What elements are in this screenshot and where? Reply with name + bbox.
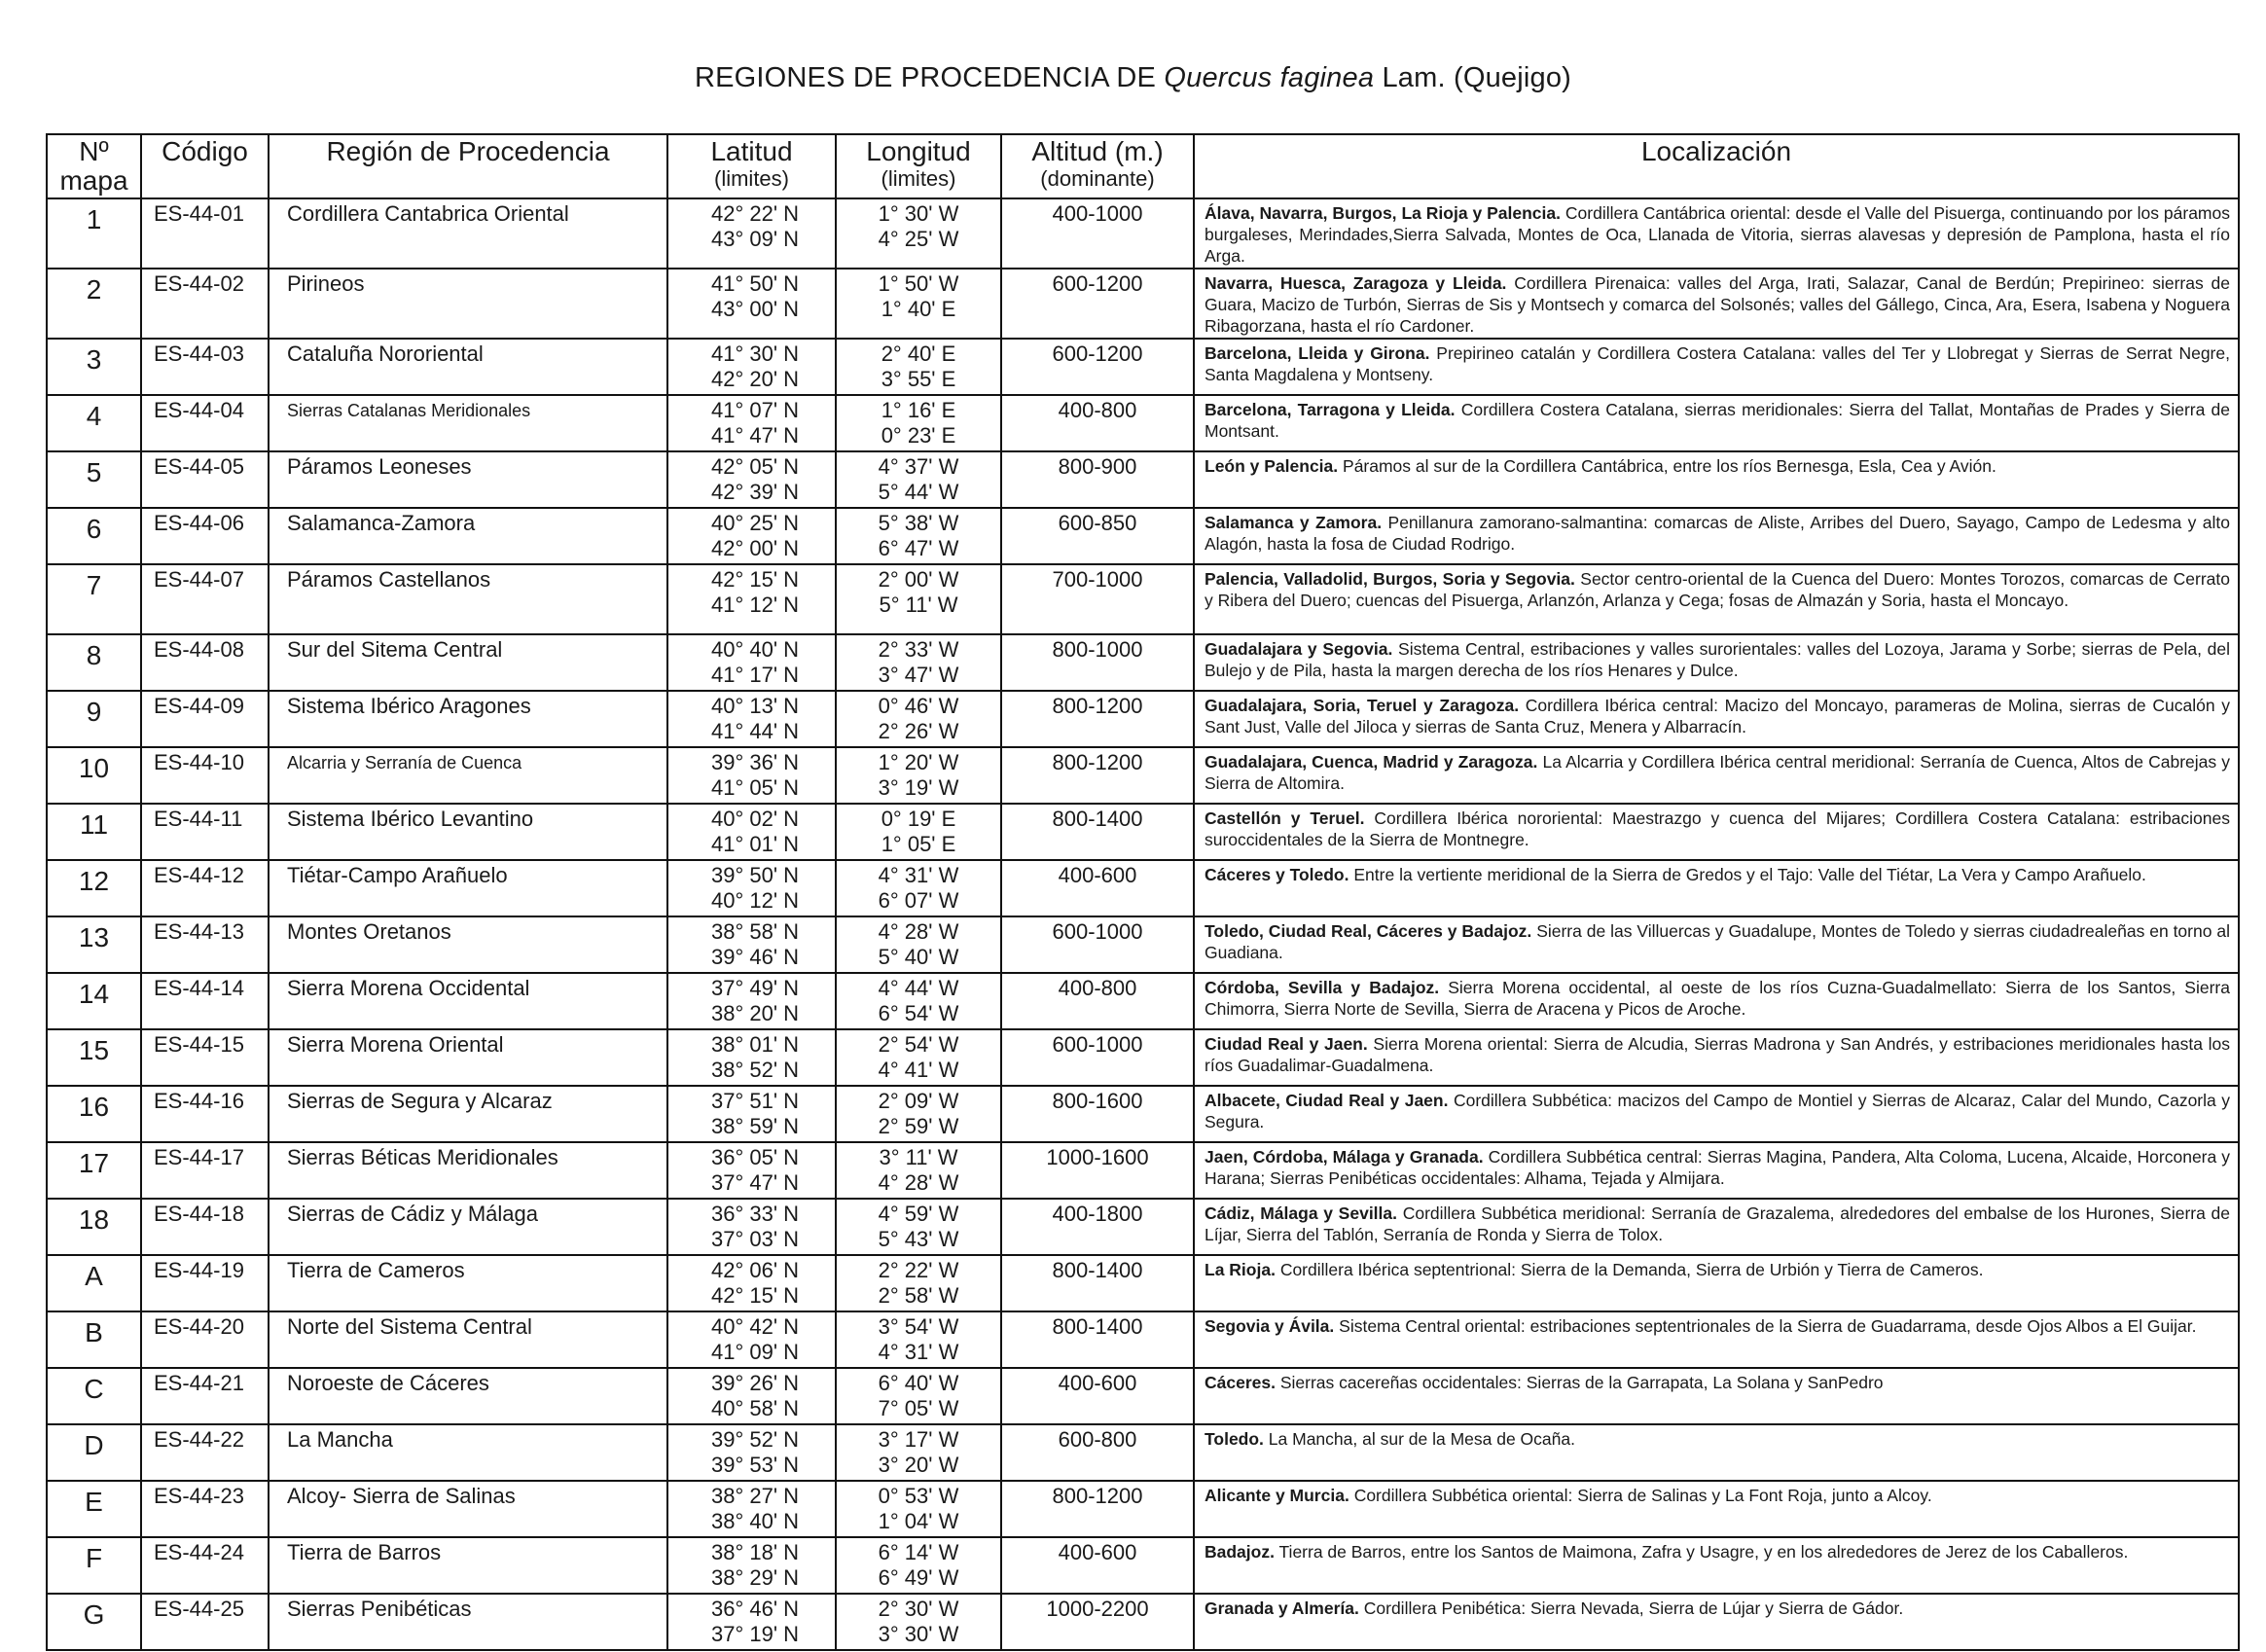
map-number: G: [47, 1594, 141, 1650]
provinces: Navarra, Huesca, Zaragoza y Lleida.: [1205, 273, 1507, 293]
table-row: [47, 198, 2239, 269]
location-text: Sierra de las Villuercas y Guadalupe, Montes de Toledo y sierras ciudadrealeñas en torno al Guadiana.: [1205, 921, 2230, 962]
latitude-limits: 37° 49' N 38° 20' N: [667, 973, 836, 1029]
map-number: 10: [47, 747, 141, 804]
header-location: Localización: [1194, 134, 2239, 198]
latitude-limits: 38° 18' N 38° 29' N: [667, 1537, 836, 1594]
map-number: C: [47, 1368, 141, 1424]
region-code: ES-44-09: [141, 691, 269, 747]
region-code: ES-44-21: [141, 1368, 269, 1424]
altitude-range: 600-1000: [1001, 1029, 1194, 1086]
map-number: 7: [47, 564, 141, 634]
header-altitude: Altitud (m.) (dominante): [1001, 134, 1194, 198]
altitude-range: 400-1800: [1001, 1199, 1194, 1255]
altitude-range: 1000-1600: [1001, 1142, 1194, 1199]
provinces: Cádiz, Málaga y Sevilla.: [1205, 1203, 1397, 1223]
altitude-range: 800-1000: [1001, 634, 1194, 691]
location-description: [1194, 804, 2239, 860]
map-number: 6: [47, 508, 141, 564]
provinces: Guadalajara, Cuenca, Madrid y Zaragoza.: [1205, 752, 1538, 772]
latitude-limits: 39° 26' N 40° 58' N: [667, 1368, 836, 1424]
latitude-limits: 41° 30' N 42° 20' N: [667, 339, 836, 395]
altitude-range: 600-1200: [1001, 269, 1194, 339]
location-text: Cordillera Subbética oriental: Sierra de Salinas y La Font Roja, junto a Alcoy.: [1353, 1486, 1932, 1505]
table-row: [47, 1086, 2239, 1142]
altitude-range: 400-600: [1001, 860, 1194, 916]
altitude-range: 600-850: [1001, 508, 1194, 564]
longitude-limits: 5° 38' W 6° 47' W: [836, 508, 1001, 564]
location-description: [1194, 198, 2239, 269]
provinces: Guadalajara, Soria, Teruel y Zaragoza.: [1205, 696, 1520, 715]
latitude-limits: 39° 50' N 40° 12' N: [667, 860, 836, 916]
location-text: Cordillera Ibérica central: Macizo del Moncayo, parameras de Molina, sierras de Cucalón y Sant Just, Valle del Jiloca y sierras de Santa Cruz, Menera y Albarracín.: [1205, 696, 2230, 736]
region-code: ES-44-12: [141, 860, 269, 916]
longitude-limits: 0° 46' W 2° 26' W: [836, 691, 1001, 747]
region-name: Montes Oretanos: [269, 916, 667, 973]
location-description: [1194, 1255, 2239, 1311]
latitude-limits: 40° 13' N 41° 44' N: [667, 691, 836, 747]
location-description: [1194, 1086, 2239, 1142]
map-number: E: [47, 1481, 141, 1537]
provinces: Ciudad Real y Jaen.: [1205, 1034, 1368, 1054]
provinces: Barcelona, Lleida y Girona.: [1205, 343, 1430, 363]
provinces: Cáceres y Toledo.: [1205, 865, 1349, 884]
location-text: Cordillera Subbética: macizos del Campo de Montiel y Sierras de Alcaraz, Calar del Mundo, Cazorla y Segura.: [1205, 1091, 2230, 1131]
map-number: D: [47, 1424, 141, 1481]
location-text: Sierra Morena occidental, al oeste de los ríos Cuzna-Guadalmellato: Sierra de los Santos, Sierra Chimorra, Sierra Norte de Sevilla, Sierra de Aracena y Picos de Aroche.: [1205, 978, 2230, 1019]
region-name: La Mancha: [269, 1424, 667, 1481]
region-name: Sierras Catalanas Meridionales: [269, 395, 667, 451]
region-code: ES-44-04: [141, 395, 269, 451]
latitude-limits: 42° 15' N 41° 12' N: [667, 564, 836, 634]
region-code: ES-44-06: [141, 508, 269, 564]
map-number: 2: [47, 269, 141, 339]
location-description: [1194, 747, 2239, 804]
longitude-limits: 1° 20' W 3° 19' W: [836, 747, 1001, 804]
header-latitude: Latitud (limites): [667, 134, 836, 198]
table-row: [47, 564, 2239, 634]
region-code: ES-44-24: [141, 1537, 269, 1594]
altitude-range: 400-800: [1001, 395, 1194, 451]
provinces: Badajoz.: [1205, 1542, 1275, 1562]
longitude-limits: 2° 40' E 3° 55' E: [836, 339, 1001, 395]
longitude-limits: 0° 53' W 1° 04' W: [836, 1481, 1001, 1537]
location-description: [1194, 860, 2239, 916]
latitude-limits: 36° 46' N 37° 19' N: [667, 1594, 836, 1650]
location-text: La Alcarria y Cordillera Ibérica central meridional: Serranía de Cuenca, Altos de Cabrejas y Sierra de Altomira.: [1205, 752, 2230, 793]
location-description: [1194, 1142, 2239, 1199]
location-text: Cordillera Costera Catalana, sierras meridionales: Sierra del Tallat, Montañas de Prades y Sierra de Montsant.: [1205, 400, 2230, 441]
map-number: 16: [47, 1086, 141, 1142]
altitude-range: 800-1600: [1001, 1086, 1194, 1142]
location-description: [1194, 1424, 2239, 1481]
header-code: Código: [141, 134, 269, 198]
location-description: [1194, 564, 2239, 634]
map-number: 13: [47, 916, 141, 973]
region-code: ES-44-16: [141, 1086, 269, 1142]
map-number: A: [47, 1255, 141, 1311]
region-name: Salamanca-Zamora: [269, 508, 667, 564]
table-row: [47, 1537, 2239, 1594]
region-name: Norte del Sistema Central: [269, 1311, 667, 1368]
location-description: [1194, 1594, 2239, 1650]
provinces: Salamanca y Zamora.: [1205, 513, 1383, 532]
provinces: Álava, Navarra, Burgos, La Rioja y Palencia.: [1205, 203, 1561, 223]
region-code: ES-44-17: [141, 1142, 269, 1199]
altitude-range: 800-1200: [1001, 1481, 1194, 1537]
table-row: [47, 1594, 2239, 1650]
region-name: Alcoy- Sierra de Salinas: [269, 1481, 667, 1537]
location-text: Tierra de Barros, entre los Santos de Maimona, Zafra y Usagre, y en los alrededores de Jerez de los Caballeros.: [1278, 1542, 2129, 1562]
latitude-limits: 42° 22' N 43° 09' N: [667, 198, 836, 269]
region-code: ES-44-08: [141, 634, 269, 691]
table-row: [47, 916, 2239, 973]
title-suffix: Lam. (Quejigo): [1382, 62, 1572, 93]
longitude-limits: 1° 16' E 0° 23' E: [836, 395, 1001, 451]
longitude-limits: 4° 31' W 6° 07' W: [836, 860, 1001, 916]
location-description: [1194, 339, 2239, 395]
location-description: [1194, 1029, 2239, 1086]
title-prefix: REGIONES DE PROCEDENCIA DE: [694, 62, 1157, 93]
provinces: Jaen, Córdoba, Málaga y Granada.: [1205, 1147, 1484, 1167]
latitude-limits: 39° 36' N 41° 05' N: [667, 747, 836, 804]
provinces: Granada y Almería.: [1205, 1598, 1359, 1618]
location-description: [1194, 634, 2239, 691]
region-code: ES-44-02: [141, 269, 269, 339]
title-species: Quercus faginea: [1164, 62, 1375, 93]
latitude-limits: 36° 33' N 37° 03' N: [667, 1199, 836, 1255]
region-name: Sierra Morena Oriental: [269, 1029, 667, 1086]
table-row: [47, 804, 2239, 860]
latitude-limits: 40° 02' N 41° 01' N: [667, 804, 836, 860]
location-text: Cordillera Subbética central: Sierras Magina, Pandera, Alta Coloma, Lucena, Alcaide, Horconera y Harana; Sierras Penibéticas occidentales: Alhama, Tejada y Almijara.: [1205, 1147, 2231, 1188]
table-row: [47, 1481, 2239, 1537]
region-name: Cordillera Cantabrica Oriental: [269, 198, 667, 269]
map-number: 17: [47, 1142, 141, 1199]
map-number: 11: [47, 804, 141, 860]
location-text: Sistema Central oriental: estribaciones septentrionales de la Sierra de Guadarrama, desde Ojos Albos a El Guijar.: [1339, 1316, 2197, 1336]
latitude-limits: 42° 05' N 42° 39' N: [667, 451, 836, 508]
location-description: [1194, 1199, 2239, 1255]
latitude-limits: 36° 05' N 37° 47' N: [667, 1142, 836, 1199]
region-name: Cataluña Nororiental: [269, 339, 667, 395]
region-code: ES-44-03: [141, 339, 269, 395]
location-description: [1194, 691, 2239, 747]
latitude-limits: 38° 27' N 38° 40' N: [667, 1481, 836, 1537]
location-text: Entre la vertiente meridional de la Sierra de Gredos y el Tajo: Valle del Tiétar, La Vera y Campo Arañuelo.: [1353, 865, 2146, 884]
location-description: [1194, 1481, 2239, 1537]
region-name: Páramos Leoneses: [269, 451, 667, 508]
map-number: 18: [47, 1199, 141, 1255]
longitude-limits: 2° 54' W 4° 41' W: [836, 1029, 1001, 1086]
table-row: [47, 451, 2239, 508]
table-header-row: [47, 134, 2239, 198]
latitude-limits: 40° 40' N 41° 17' N: [667, 634, 836, 691]
location-description: [1194, 1311, 2239, 1368]
location-text: Páramos al sur de la Cordillera Cantábrica, entre los ríos Bernesga, Esla, Cea y Avión.: [1343, 456, 1996, 476]
location-description: [1194, 451, 2239, 508]
map-number: B: [47, 1311, 141, 1368]
region-code: ES-44-11: [141, 804, 269, 860]
region-code: ES-44-25: [141, 1594, 269, 1650]
location-description: [1194, 973, 2239, 1029]
table-row: [47, 747, 2239, 804]
page-title: [0, 62, 2266, 94]
altitude-range: 400-1000: [1001, 198, 1194, 269]
region-name: Sistema Ibérico Aragones: [269, 691, 667, 747]
provinces: Alicante y Murcia.: [1205, 1486, 1349, 1505]
region-name: Tiétar-Campo Arañuelo: [269, 860, 667, 916]
provinces: Guadalajara y Segovia.: [1205, 639, 1393, 659]
map-number: 14: [47, 973, 141, 1029]
longitude-limits: 2° 09' W 2° 59' W: [836, 1086, 1001, 1142]
location-description: [1194, 269, 2239, 339]
altitude-range: 600-1200: [1001, 339, 1194, 395]
provinces: León y Palencia.: [1205, 456, 1339, 476]
latitude-limits: 41° 50' N 43° 00' N: [667, 269, 836, 339]
table-row: [47, 1311, 2239, 1368]
location-text: Cordillera Ibérica nororiental: Maestrazgo y cuenca del Mijares; Cordillera Costera Catalana: estribaciones suroccidentales de la Sierra de Montnegre.: [1205, 808, 2230, 849]
table-body: [47, 198, 2239, 1650]
provinces: Barcelona, Tarragona y Lleida.: [1205, 400, 1456, 419]
provinces: Palencia, Valladolid, Burgos, Soria y Segovia.: [1205, 569, 1575, 589]
location-description: [1194, 1368, 2239, 1424]
region-name: Páramos Castellanos: [269, 564, 667, 634]
location-text: Sistema Central, estribaciones y valles surorientales: valles del Lozoya, Jarama y Sorbe; sierras de Pela, del Bulejo y de Pila, hasta la margen derecha de los ríos Henares y Dulce.: [1205, 639, 2231, 680]
longitude-limits: 2° 30' W 3° 30' W: [836, 1594, 1001, 1650]
longitude-limits: 6° 40' W 7° 05' W: [836, 1368, 1001, 1424]
latitude-limits: 38° 01' N 38° 52' N: [667, 1029, 836, 1086]
location-text: Sierra Morena oriental: Sierra de Alcudia, Sierras Madrona y San Andrés, y estribaciones meridionales hasta los ríos Guadalimar-Guadalmena.: [1205, 1034, 2230, 1075]
region-name: Sur del Sitema Central: [269, 634, 667, 691]
header-longitude: Longitud (limites): [836, 134, 1001, 198]
latitude-limits: 39° 52' N 39° 53' N: [667, 1424, 836, 1481]
region-code: ES-44-01: [141, 198, 269, 269]
region-name: Sierras de Segura y Alcaraz: [269, 1086, 667, 1142]
location-text: Penillanura zamorano-salmantina: comarcas de Aliste, Arribes del Duero, Sayago, Campo de Ledesma y alto Alagón, hasta la fosa de Ciudad Rodrigo.: [1205, 513, 2230, 554]
region-code: ES-44-10: [141, 747, 269, 804]
altitude-range: 800-1400: [1001, 1255, 1194, 1311]
map-number: 8: [47, 634, 141, 691]
region-code: ES-44-13: [141, 916, 269, 973]
latitude-limits: 42° 06' N 42° 15' N: [667, 1255, 836, 1311]
region-code: ES-44-22: [141, 1424, 269, 1481]
table-row: [47, 395, 2239, 451]
map-number: 15: [47, 1029, 141, 1086]
map-number: 3: [47, 339, 141, 395]
region-name: Tierra de Barros: [269, 1537, 667, 1594]
altitude-range: 800-1200: [1001, 747, 1194, 804]
altitude-range: 800-1400: [1001, 804, 1194, 860]
longitude-limits: 6° 14' W 6° 49' W: [836, 1537, 1001, 1594]
table-row: [47, 1199, 2239, 1255]
map-number: F: [47, 1537, 141, 1594]
longitude-limits: 1° 30' W 4° 25' W: [836, 198, 1001, 269]
longitude-limits: 4° 44' W 6° 54' W: [836, 973, 1001, 1029]
altitude-range: 700-1000: [1001, 564, 1194, 634]
region-code: ES-44-14: [141, 973, 269, 1029]
location-description: [1194, 916, 2239, 973]
altitude-range: 800-1200: [1001, 691, 1194, 747]
map-number: 9: [47, 691, 141, 747]
region-code: ES-44-15: [141, 1029, 269, 1086]
altitude-range: 400-600: [1001, 1368, 1194, 1424]
location-text: Cordillera Pirenaica: valles del Arga, Irati, Salazar, Canal de Berdún; Prepirineo: sierras de Guara, Macizo de Turbón, Sierras de Sis y Montsech y comarca del Solsonés; valles del Gállego, Cinca, Ara, Esera, Isabena y Noguera Ribagorzana, hasta el río Cardoner.: [1205, 273, 2230, 336]
altitude-range: 400-600: [1001, 1537, 1194, 1594]
region-code: ES-44-19: [141, 1255, 269, 1311]
table-row: [47, 1142, 2239, 1199]
location-text: Sector centro-oriental de la Cuenca del Duero: Montes Torozos, comarcas de Cerrato y Ribera del Duero; cuencas del Pisuerga, Arlanzón, Arlanza y Cega; fosas de Almazán y Soria, hasta el Moncayo.: [1205, 569, 2230, 610]
longitude-limits: 3° 11' W 4° 28' W: [836, 1142, 1001, 1199]
map-number: 1: [47, 198, 141, 269]
longitude-limits: 2° 33' W 3° 47' W: [836, 634, 1001, 691]
table-row: [47, 269, 2239, 339]
region-code: ES-44-07: [141, 564, 269, 634]
location-text: Cordillera Penibética: Sierra Nevada, Sierra de Lújar y Sierra de Gádor.: [1363, 1598, 1904, 1618]
header-region: Región de Procedencia: [269, 134, 667, 198]
latitude-limits: 38° 58' N 39° 46' N: [667, 916, 836, 973]
longitude-limits: 2° 00' W 5° 11' W: [836, 564, 1001, 634]
location-description: [1194, 508, 2239, 564]
provinces: La Rioja.: [1205, 1260, 1276, 1279]
region-code: ES-44-20: [141, 1311, 269, 1368]
provinces: Albacete, Ciudad Real y Jaen.: [1205, 1091, 1449, 1110]
table-row: [47, 1368, 2239, 1424]
location-text: Cordillera Cantábrica oriental: desde el Valle del Pisuerga, continuando por los páramos burgaleses, Merindades,Sierra Salvada, Montes de Oca, Llanada de Vitoria, sierras alavesas y depresión de Pamplona, hasta el río Arga.: [1205, 203, 2230, 266]
longitude-limits: 3° 54' W 4° 31' W: [836, 1311, 1001, 1368]
latitude-limits: 40° 25' N 42° 00' N: [667, 508, 836, 564]
regions-table: [46, 133, 2240, 1651]
location-text: Cordillera Ibérica septentrional: Sierra de la Demanda, Sierra de Urbión y Tierra de Cameros.: [1279, 1260, 1984, 1279]
region-code: ES-44-18: [141, 1199, 269, 1255]
location-text: Cordillera Subbética meridional: Serranía de Grazalema, alrededores del embalse de los Hurones, Sierra de Líjar, Sierra del Tablón, Serranía de Ronda y Sierra de Tolox.: [1205, 1203, 2230, 1244]
header-map-number: Nº mapa: [47, 134, 141, 198]
region-name: Alcarria y Serranía de Cuenca: [269, 747, 667, 804]
region-code: ES-44-05: [141, 451, 269, 508]
region-name: Sierra Morena Occidental: [269, 973, 667, 1029]
longitude-limits: 4° 59' W 5° 43' W: [836, 1199, 1001, 1255]
region-name: Noroeste de Cáceres: [269, 1368, 667, 1424]
longitude-limits: 2° 22' W 2° 58' W: [836, 1255, 1001, 1311]
altitude-range: 1000-2200: [1001, 1594, 1194, 1650]
location-description: [1194, 1537, 2239, 1594]
location-text: Prepirineo catalán y Cordillera Costera Catalana: valles del Ter y Llobregat y Sierras de Serrat Negre, Santa Magdalena y Montseny.: [1205, 343, 2230, 384]
provinces: Toledo.: [1205, 1429, 1264, 1449]
map-number: 12: [47, 860, 141, 916]
table-row: [47, 973, 2239, 1029]
map-number: 4: [47, 395, 141, 451]
provinces: Toledo, Ciudad Real, Cáceres y Badajoz.: [1205, 921, 1532, 941]
altitude-range: 600-1000: [1001, 916, 1194, 973]
table-row: [47, 508, 2239, 564]
region-name: Sierras Penibéticas: [269, 1594, 667, 1650]
region-name: Pirineos: [269, 269, 667, 339]
provinces: Cáceres.: [1205, 1373, 1276, 1392]
provinces: Segovia y Ávila.: [1205, 1316, 1335, 1336]
altitude-range: 600-800: [1001, 1424, 1194, 1481]
region-code: ES-44-23: [141, 1481, 269, 1537]
provinces: Córdoba, Sevilla y Badajoz.: [1205, 978, 1440, 997]
region-name: Sierras Béticas Meridionales: [269, 1142, 667, 1199]
map-number: 5: [47, 451, 141, 508]
table-row: [47, 691, 2239, 747]
altitude-range: 800-900: [1001, 451, 1194, 508]
location-text: Sierras cacereñas occidentales: Sierras de la Garrapata, La Solana y SanPedro: [1279, 1373, 1884, 1392]
table-row: [47, 634, 2239, 691]
table-row: [47, 1424, 2239, 1481]
table-row: [47, 339, 2239, 395]
location-text: La Mancha, al sur de la Mesa de Ocaña.: [1268, 1429, 1575, 1449]
region-name: Sierras de Cádiz y Málaga: [269, 1199, 667, 1255]
table-row: [47, 860, 2239, 916]
location-description: [1194, 395, 2239, 451]
latitude-limits: 41° 07' N 41° 47' N: [667, 395, 836, 451]
longitude-limits: 4° 37' W 5° 44' W: [836, 451, 1001, 508]
longitude-limits: 0° 19' E 1° 05' E: [836, 804, 1001, 860]
longitude-limits: 4° 28' W 5° 40' W: [836, 916, 1001, 973]
longitude-limits: 1° 50' W 1° 40' E: [836, 269, 1001, 339]
provinces: Castellón y Teruel.: [1205, 808, 1365, 828]
latitude-limits: 40° 42' N 41° 09' N: [667, 1311, 836, 1368]
altitude-range: 800-1400: [1001, 1311, 1194, 1368]
region-name: Tierra de Cameros: [269, 1255, 667, 1311]
latitude-limits: 37° 51' N 38° 59' N: [667, 1086, 836, 1142]
region-name: Sistema Ibérico Levantino: [269, 804, 667, 860]
altitude-range: 400-800: [1001, 973, 1194, 1029]
table-row: [47, 1255, 2239, 1311]
longitude-limits: 3° 17' W 3° 20' W: [836, 1424, 1001, 1481]
table-row: [47, 1029, 2239, 1086]
